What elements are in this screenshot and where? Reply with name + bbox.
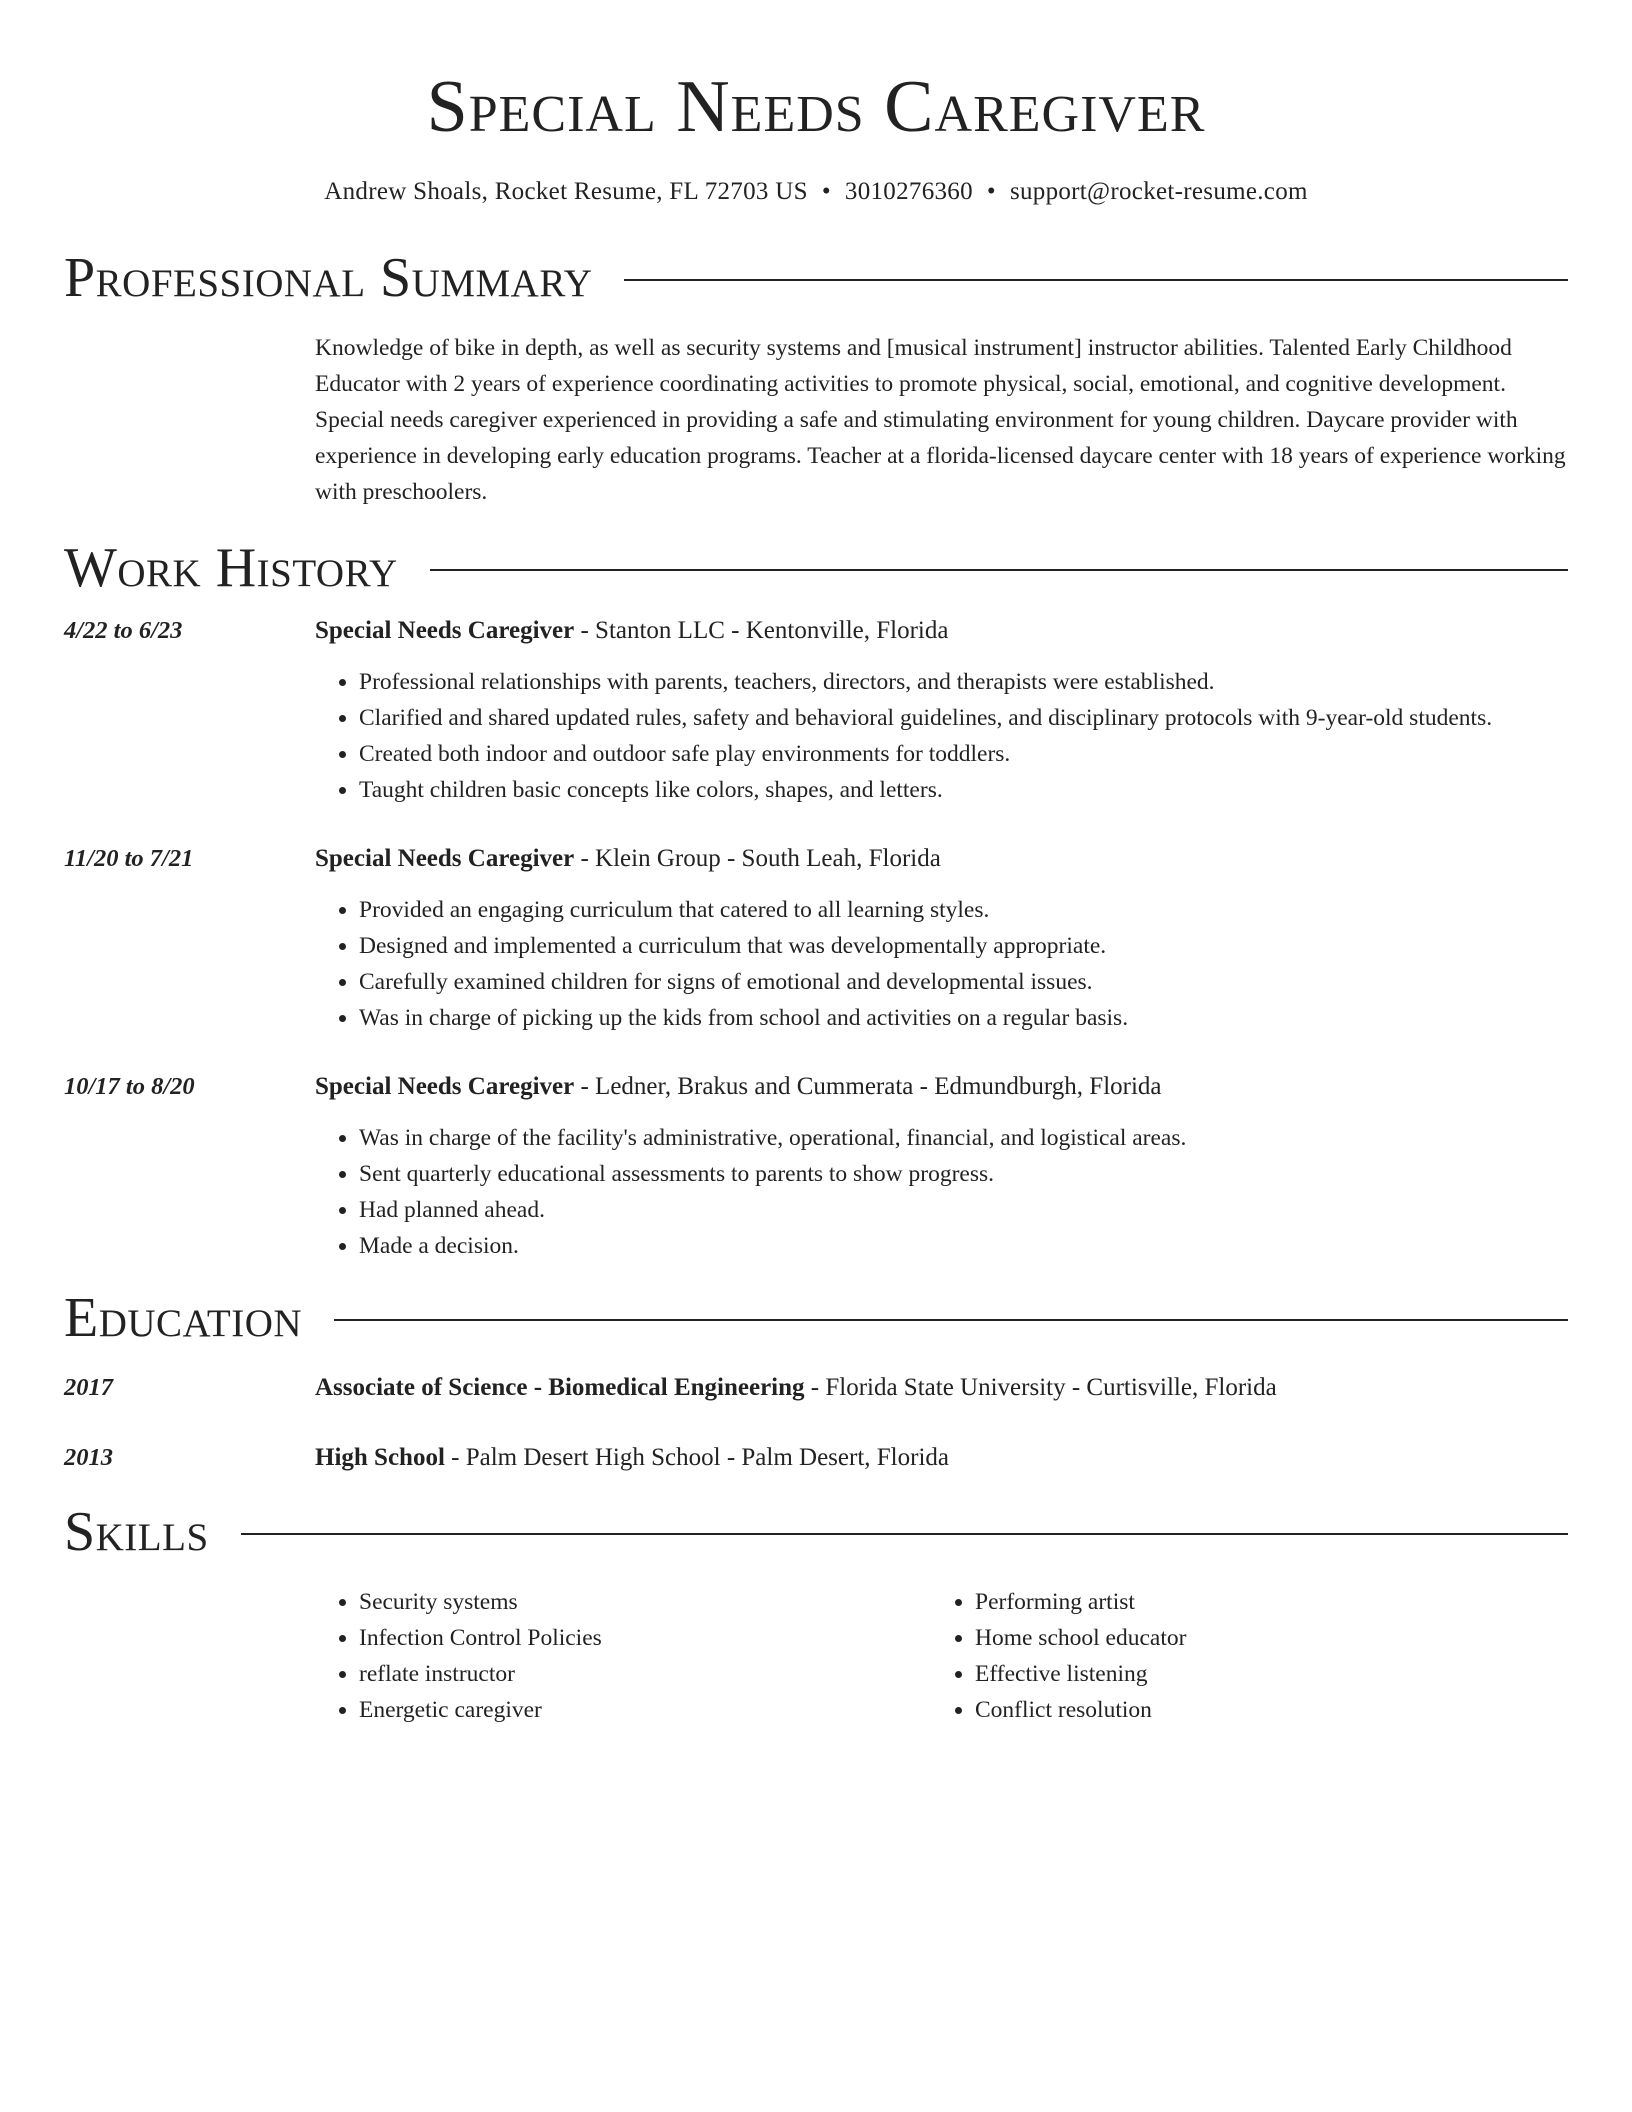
- education-entry: [64, 1440, 1568, 1476]
- job-duty-item: • Professional relationships with parents, teachers, directors, and therapists were established.: [359, 664, 1568, 700]
- skill-item: • reflate instructor: [359, 1656, 931, 1692]
- education-body: [315, 1440, 949, 1476]
- summary-text: Knowledge of bike in depth, as well as security systems and [musical instrument] instructor abilities. Talented Early Childhood Educator with 2 years of experience coordinating activities to promote physical, social, emotional, and cognitive development. Special needs caregiver experienced in providing a safe and stimulating environment for young children. Daycare provider with experience in developing early education programs. Teacher at a florida-licensed daycare center with 18 years of experience working with preschoolers.: [315, 335, 1566, 505]
- work-history-list: [64, 614, 1568, 1264]
- skill-item: • Effective listening: [975, 1656, 1186, 1692]
- skill-item: • Energetic caregiver: [359, 1692, 931, 1728]
- job-duty-item: • Had planned ahead.: [359, 1192, 1568, 1228]
- skill-item: • Conflict resolution: [975, 1692, 1186, 1728]
- education-degree: High School: [315, 1444, 445, 1471]
- work-entry: [64, 842, 1568, 1036]
- skill-item: • Security systems: [359, 1584, 931, 1620]
- resume-title: Special Needs Caregiver: [426, 66, 1206, 148]
- contact-phone: 3010276360: [844, 178, 973, 205]
- job-employer-location: - Klein Group - South Leah, Florida: [574, 845, 941, 872]
- job-duties-list: [315, 1120, 1568, 1264]
- contact-line: [64, 176, 1568, 208]
- job-title: Special Needs Caregiver: [315, 1073, 575, 1100]
- job-duty-item: • Provided an engaging curriculum that catered to all learning styles.: [359, 892, 1568, 928]
- section-divider: [334, 1319, 1568, 1321]
- resume-page: [64, 0, 1568, 1728]
- section-header-skills: [64, 1500, 1568, 1564]
- work-role-line: [315, 614, 1568, 648]
- section-divider: [430, 569, 1568, 571]
- skill-item: • Home school educator: [975, 1620, 1186, 1656]
- section-header-work: [64, 536, 1568, 600]
- education-body: [315, 1370, 1277, 1406]
- skills-list-right: [931, 1584, 1186, 1728]
- section-title-summary: Professional Summary: [64, 247, 593, 309]
- job-title: Special Needs Caregiver: [315, 617, 575, 644]
- section-title-education: Education: [64, 1287, 303, 1349]
- job-duty-item: • Made a decision.: [359, 1228, 1568, 1264]
- job-title: Special Needs Caregiver: [315, 845, 575, 872]
- job-employer-location: - Stanton LLC - Kentonville, Florida: [574, 617, 949, 644]
- job-duties-list: [315, 664, 1568, 808]
- section-header-summary: [64, 246, 1568, 310]
- work-date: 11/20 to 7/21: [64, 845, 194, 872]
- education-list: [64, 1370, 1568, 1476]
- job-duty-item: • Designed and implemented a curriculum that was developmentally appropriate.: [359, 928, 1568, 964]
- job-duties-list: [315, 892, 1568, 1036]
- work-body: [315, 842, 1568, 1036]
- section-divider: [624, 279, 1568, 281]
- section-divider: [241, 1533, 1568, 1535]
- education-date: 2013: [64, 1444, 113, 1471]
- job-duty-item: • Carefully examined children for signs of emotional and developmental issues.: [359, 964, 1568, 1000]
- work-entry: [64, 1070, 1568, 1264]
- skills-list-left: [315, 1584, 931, 1728]
- contact-separator: •: [821, 178, 831, 205]
- contact-email: support@rocket-resume.com: [1009, 178, 1308, 205]
- work-body: [315, 614, 1568, 808]
- work-entry: [64, 614, 1568, 808]
- education-school-location: - Palm Desert High School - Palm Desert, Florida: [444, 1444, 949, 1471]
- job-duty-item: • Was in charge of the facility's administrative, operational, financial, and logistical areas.: [359, 1120, 1568, 1156]
- job-duty-item: • Was in charge of picking up the kids from school and activities on a regular basis.: [359, 1000, 1568, 1036]
- work-role-line: [315, 842, 1568, 876]
- education-degree: Associate of Science - Biomedical Engineering: [315, 1374, 805, 1401]
- education-entry: [64, 1370, 1568, 1406]
- job-employer-location: - Ledner, Brakus and Cummerata - Edmundburgh, Florida: [574, 1073, 1162, 1100]
- job-duty-item: • Sent quarterly educational assessments to parents to show progress.: [359, 1156, 1568, 1192]
- work-role-line: [315, 1070, 1568, 1104]
- job-duty-item: • Clarified and shared updated rules, safety and behavioral guidelines, and disciplinary protocols with 9-year-old students.: [359, 700, 1568, 736]
- work-date: 10/17 to 8/20: [64, 1073, 195, 1100]
- job-duty-item: • Created both indoor and outdoor safe play environments for toddlers.: [359, 736, 1568, 772]
- education-date: 2017: [64, 1374, 113, 1401]
- skill-item: • Infection Control Policies: [359, 1620, 931, 1656]
- skill-item: • Performing artist: [975, 1584, 1186, 1620]
- section-title-work: Work History: [64, 537, 398, 599]
- section-header-education: [64, 1286, 1568, 1350]
- section-title-skills: Skills: [64, 1501, 209, 1563]
- skills-columns: [315, 1584, 1568, 1728]
- work-body: [315, 1070, 1568, 1264]
- contact-address: Andrew Shoals, Rocket Resume, FL 72703 US: [324, 178, 808, 205]
- job-duty-item: • Taught children basic concepts like colors, shapes, and letters.: [359, 772, 1568, 808]
- work-date: 4/22 to 6/23: [64, 617, 183, 644]
- contact-separator: •: [986, 178, 996, 205]
- education-school-location: - Florida State University - Curtisville, Florida: [804, 1374, 1277, 1401]
